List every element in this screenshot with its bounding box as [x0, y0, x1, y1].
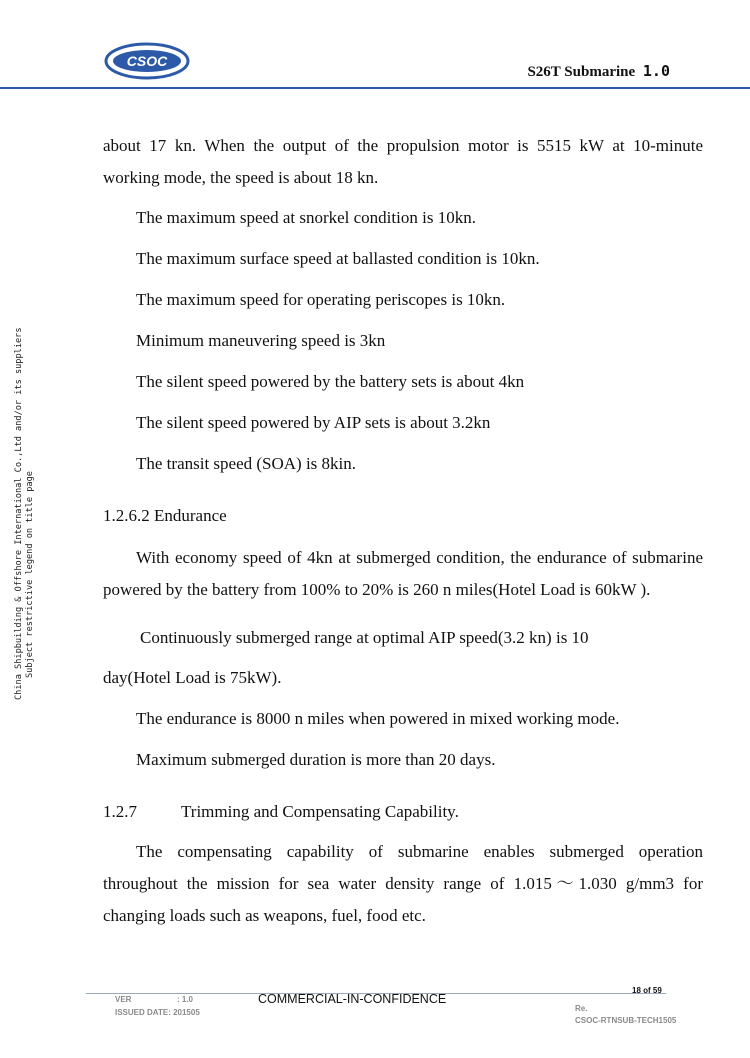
paragraph-aip-range-line1: Continuously submerged range at optimal AIP speed(3.2 kn) is 10: [140, 628, 589, 647]
document-title: [527, 62, 670, 81]
paragraph-submerged-duration: Maximum submerged duration is more than 20 days.: [136, 750, 496, 769]
header-divider: [0, 87, 750, 89]
paragraph-speed-intro: about 17 kn. When the output of the propulsion motor is 5515 kW at 10-minute working mode, the speed is about 18 kn.: [103, 136, 703, 187]
paragraph-compensating-capability: The compensating capability of submarine enables submerged operation throughout the mission for sea water density range of 1.015～1.030 g/mm3 for changing loads such as weapons, fuel, food etc.: [103, 842, 703, 925]
document-title-text: S26T Submarine: [527, 64, 636, 80]
side-legend-line-2: Subject restrictive legend on title page: [25, 471, 35, 678]
csoc-logo: [104, 40, 190, 80]
page-number: 18 of 59: [632, 986, 662, 995]
footer-doc-id: CSOC-RTNSUB-TECH1505: [575, 1016, 677, 1025]
paragraph-periscope-speed: The maximum speed for operating periscopes is 10kn.: [136, 290, 506, 309]
footer-ver-value: : 1.0: [177, 995, 194, 1004]
side-legend: [14, 327, 36, 700]
footer-issued-date: ISSUED DATE: 201505: [115, 1008, 200, 1017]
paragraph-mixed-endurance: The endurance is 8000 n miles when powered in mixed working mode.: [136, 709, 620, 728]
paragraph-transit-speed: The transit speed (SOA) is 8kin.: [136, 454, 357, 473]
svg-text:CSOC: CSOC: [126, 53, 168, 69]
paragraph-aip-silent-speed: The silent speed powered by AIP sets is about 3.2kn: [136, 413, 491, 432]
footer-ver-label: VER: [115, 995, 132, 1004]
document-version: 1.0: [642, 62, 670, 80]
paragraph-surface-speed: The maximum surface speed at ballasted condition is 10kn.: [136, 249, 540, 268]
paragraph-aip-range-line2: day(Hotel Load is 75kW).: [103, 668, 282, 687]
side-legend-line-1: China Shipbuilding & Offshore International Co.,Ltd and/or its suppliers: [14, 327, 24, 700]
paragraph-snorkel-speed: The maximum speed at snorkel condition is 10kn.: [136, 208, 476, 227]
footer-re-label: Re.: [575, 1004, 588, 1013]
page-body: [103, 130, 703, 932]
paragraph-battery-silent-speed: The silent speed powered by the battery sets is about 4kn: [136, 372, 525, 391]
section-heading-endurance: 1.2.6.2 Endurance: [103, 506, 227, 525]
paragraph-maneuvering-speed: Minimum maneuvering speed is 3kn: [136, 331, 386, 350]
footer-classification: COMMERCIAL-IN-CONFIDENCE: [258, 992, 447, 1006]
section-number: 1.2.7: [103, 802, 137, 821]
section-title: Trimming and Compensating Capability.: [181, 802, 459, 821]
section-heading-trimming: [103, 796, 703, 828]
paragraph-battery-endurance: With economy speed of 4kn at submerged condition, the endurance of submarine powered by the battery from 100% to 20% is 260 n miles(Hotel Load is 60kW ).: [103, 548, 703, 599]
